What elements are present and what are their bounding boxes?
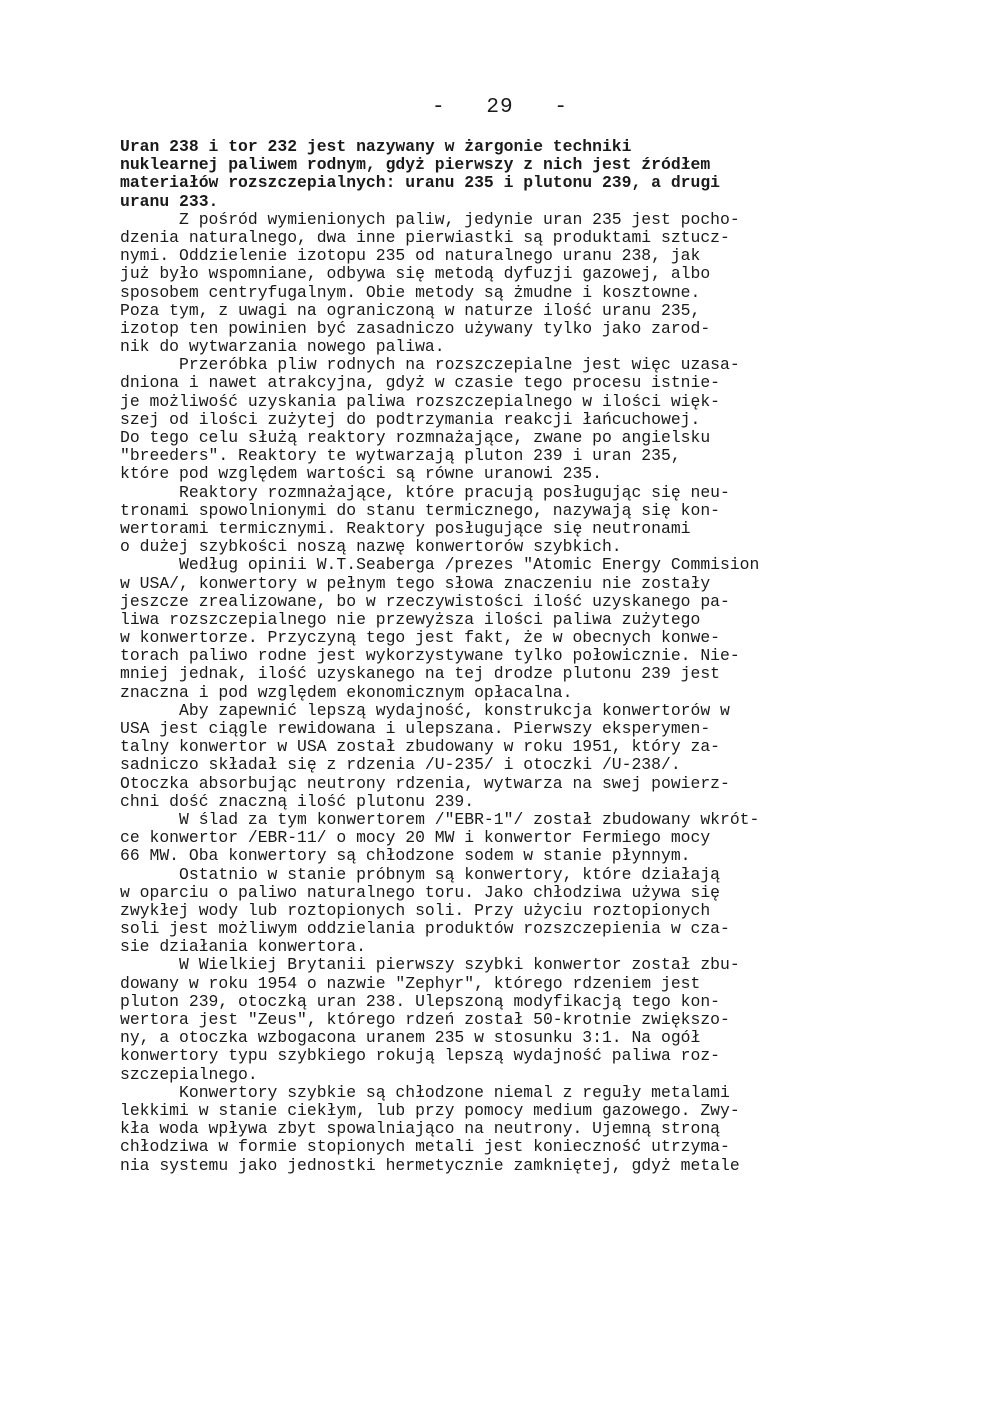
- text-line: szczepialnego.: [120, 1064, 258, 1084]
- text-line: izotop ten powinien być zasadniczo używany tylko jako zarod-: [120, 318, 711, 338]
- text-line: sposobem centryfugalnym. Obie metody są żmudne i kosztowne.: [120, 282, 701, 302]
- text-line: w USA/, konwertory w pełnym tego słowa znaczeniu nie zostały: [120, 573, 711, 593]
- text-line: liwa rozszczepialnego nie przewyższa ilości paliwa zużytego: [120, 609, 701, 629]
- text-line: Przeróbka pliw rodnych na rozszczepialne jest więc uzasa-: [120, 355, 740, 375]
- text-line: konwertory typu szybkiego rokują lepszą wydajność paliwa roz-: [120, 1046, 720, 1066]
- text-line: lekkimi w stanie ciekłym, lub przy pomocy medium gazowego. Zwy-: [120, 1100, 740, 1120]
- text-line: tronami spowolnionymi do stanu termicznego, nazywają się kon-: [120, 500, 720, 520]
- text-line: dniona i nawet atrakcyjna, gdyż w czasie tego procesu istnie-: [120, 373, 720, 393]
- text-line: dowany w roku 1954 o nazwie "Zephyr", którego rdzeniem jest: [120, 973, 701, 993]
- text-line: "breeders". Reaktory te wytwarzają pluton 239 i uran 235,: [120, 446, 681, 466]
- text-line: ny, a otoczka wzbogacona uranem 235 w stosunku 3:1. Na ogół: [120, 1028, 701, 1048]
- text-line: USA jest ciągle rewidowana i ulepszana. Pierwszy eksperymen-: [120, 719, 711, 738]
- text-line: uranu 233.: [120, 191, 219, 211]
- text-line: torach paliwo rodne jest wykorzystywane tylko połowicznie. Nie-: [120, 646, 740, 666]
- text-line: chłodziwa w formie stopionych metali jest konieczność utrzyma-: [120, 1137, 730, 1157]
- text-line: szej od ilości zużytej do podtrzymania reakcji łańcuchowej.: [120, 409, 701, 429]
- text-line: Poza tym, z uwagi na ograniczoną w naturze ilość uranu 235,: [120, 300, 701, 320]
- text-line: nik do wytwarzania nowego paliwa.: [120, 337, 445, 357]
- text-line: Według opinii W.T.Seaberga /prezes "Atomic Energy Commision: [120, 555, 760, 575]
- text-line: już było wspomniane, odbywa się metodą dyfuzji gazowej, albo: [120, 264, 711, 284]
- text-line: W Wielkiej Brytanii pierwszy szybki konwertor został zbu-: [120, 955, 740, 975]
- text-line: Z pośród wymienionych paliw, jedynie uran 235 jest pocho-: [120, 209, 740, 229]
- body-text: [120, 138, 900, 1175]
- text-line: 66 MW. Oba konwertory są chłodzone sodem w stanie płynnym.: [120, 846, 691, 866]
- text-line: znaczna i pod względem ekonomicznym opłacalna.: [120, 682, 573, 702]
- text-line: zwykłej wody lub roztopionych soli. Przy użyciu roztopionych: [120, 900, 711, 920]
- text-line: Uran 238 i tor 232 jest nazywany w żargonie techniki: [120, 137, 632, 156]
- text-line: w konwertorze. Przyczyną tego jest fakt, że w obecnych konwe-: [120, 628, 720, 648]
- text-line: wertorami termicznymi. Reaktory posługujące się neutronami: [120, 518, 691, 538]
- text-line: dzenia naturalnego, dwa inne pierwiastki są produktami sztucz-: [120, 227, 730, 247]
- text-line: w oparciu o paliwo naturalnego toru. Jako chłodziwa używa się: [120, 882, 720, 902]
- text-line: Aby zapewnić lepszą wydajność, konstrukcja konwertorów w: [120, 700, 730, 720]
- text-line: sadniczo składał się z rdzenia /U-235/ i otoczki /U-238/.: [120, 755, 681, 775]
- text-line: nia systemu jako jednostki hermetycznie zamkniętej, gdyż metale: [120, 1155, 740, 1175]
- text-line: Ostatnio w stanie próbnym są konwertory, które działają: [120, 864, 720, 884]
- text-line: Otoczka absorbując neutrony rdzenia, wytwarza na swej powierz-: [120, 773, 730, 793]
- text-line: talny konwertor w USA został zbudowany w roku 1951, który za-: [120, 737, 720, 757]
- text-line: wertora jest "Zeus", którego rdzeń został 50-krotnie zwiększo-: [120, 1010, 730, 1029]
- text-line: które pod względem wartości są równe uranowi 235.: [120, 464, 602, 484]
- text-line: Konwertory szybkie są chłodzone niemal z reguły metalami: [120, 1082, 730, 1102]
- text-line: jeszcze zrealizowane, bo w rzeczywistości ilość uzyskanego pa-: [120, 591, 730, 611]
- text-line: materiałów rozszczepialnych: uranu 235 i plutonu 239, a drugi: [120, 173, 720, 193]
- text-line: pluton 239, otoczką uran 238. Ulepszoną modyfikacją tego kon-: [120, 991, 720, 1011]
- text-line: ce konwertor /EBR-11/ o mocy 20 MW i konwertor Fermiego mocy: [120, 828, 711, 848]
- text-line: o dużej szybkości noszą nazwę konwertorów szybkich.: [120, 537, 622, 557]
- text-line: kła woda wpływa zbyt spowalniająco na neutrony. Ujemną stroną: [120, 1119, 720, 1139]
- text-line: je możliwość uzyskania paliwa rozszczepialnego w ilości więk-: [120, 391, 720, 411]
- text-line: mniej jednak, ilość uzyskanego na tej drodze plutonu 239 jest: [120, 664, 720, 684]
- text-line: W ślad za tym konwertorem /"EBR-1"/ został zbudowany wkrót-: [120, 809, 760, 829]
- text-line: soli jest możliwym oddzielania produktów rozszczepienia w cza-: [120, 919, 730, 939]
- text-line: nymi. Oddzielenie izotopu 235 od naturalnego uranu 238, jak: [120, 246, 701, 266]
- page-number: - 29 -: [431, 96, 569, 119]
- text-line: Reaktory rozmnażające, które pracują posługując się neu-: [120, 482, 730, 502]
- text-line: chni dość znaczną ilość plutonu 239.: [120, 791, 475, 811]
- text-line: Do tego celu służą reaktory rozmnażające, zwane po angielsku: [120, 428, 711, 447]
- text-line: sie działania konwertora.: [120, 937, 366, 957]
- text-line: nuklearnej paliwem rodnym, gdyż pierwszy z nich jest źródłem: [120, 155, 711, 175]
